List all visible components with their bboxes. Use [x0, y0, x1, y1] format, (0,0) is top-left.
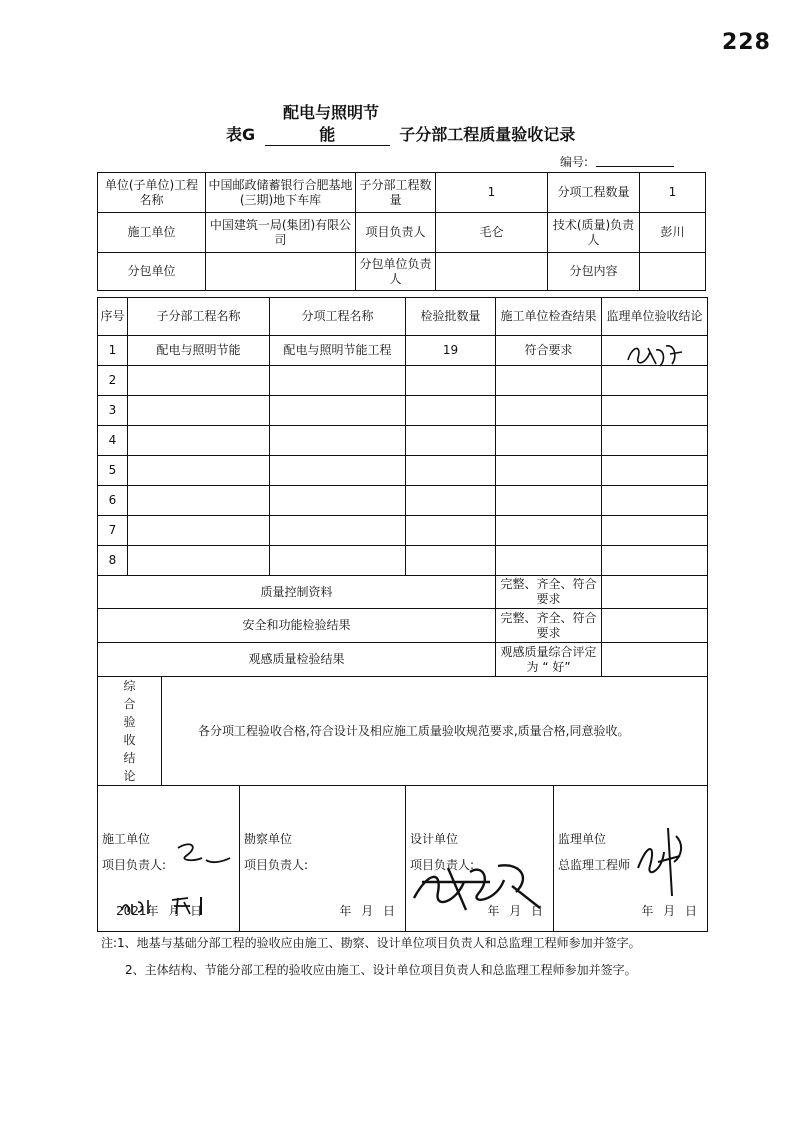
title-suffix: 子分部工程质量验收记录: [399, 125, 576, 144]
conclusion-label: [98, 677, 162, 786]
row-conclusion: [602, 456, 708, 486]
row-subdivision: [128, 396, 270, 426]
row-batch-count: [406, 546, 496, 576]
item-count-value: 1: [640, 173, 706, 213]
row-seq: 1: [98, 336, 128, 366]
table-row: [98, 546, 708, 576]
survey-person-label: 项目负责人:: [244, 858, 309, 872]
row-seq: 3: [98, 396, 128, 426]
row-batch-count: [406, 486, 496, 516]
title-line-2: [226, 122, 575, 146]
col-seq: 序号: [98, 298, 128, 336]
row-subdivision: [128, 456, 270, 486]
survey-signature-cell: [240, 786, 406, 932]
design-manager-signature: [408, 852, 556, 918]
row-result: [496, 486, 602, 516]
col-supervisor-conclusion: 监理单位验收结论: [602, 298, 708, 336]
table-row: [98, 396, 708, 426]
construction-day-handwriting: [196, 894, 206, 918]
table-header-row: [98, 298, 708, 336]
row-conclusion: [602, 426, 708, 456]
conclusion-row: [98, 677, 708, 786]
row-batch-count: [406, 426, 496, 456]
row-batch-count: 19: [406, 336, 496, 366]
conclusion-label-char: 论: [123, 769, 136, 783]
row-conclusion: [602, 486, 708, 516]
project-manager-value: 毛仑: [436, 213, 548, 253]
table-row: [98, 336, 708, 366]
construction-date-handwriting: [118, 892, 158, 918]
constructor-label: 施工单位: [98, 213, 206, 253]
row-conclusion: [602, 516, 708, 546]
row-batch-count: [406, 366, 496, 396]
project-manager-label: 项目负责人: [356, 213, 436, 253]
quality-docs-label: 质量控制资料: [98, 576, 496, 609]
sub-content-value: [640, 253, 706, 291]
safety-blank: [602, 609, 708, 643]
table-row: [98, 426, 708, 456]
row-batch-count: [406, 516, 496, 546]
design-unit-label: 设计单位: [410, 832, 459, 846]
row-subdivision: 配电与照明节能: [128, 336, 270, 366]
page-number: 228: [722, 30, 771, 55]
sub-count-value: 1: [436, 173, 548, 213]
col-constructor-result: 施工单位检查结果: [496, 298, 602, 336]
tech-manager-value: 彭川: [640, 213, 706, 253]
construction-month-handwriting: [168, 892, 196, 918]
info-row-subcontractor: [98, 253, 706, 291]
row-subdivision: [128, 546, 270, 576]
safety-value: 完整、齐全、符合要求: [496, 609, 602, 643]
unit-name-value: 中国邮政储蓄银行合肥基地(三期)地下车库: [206, 173, 356, 213]
conclusion-label-char: 结: [123, 751, 136, 765]
col-batch-count: 检验批数量: [406, 298, 496, 336]
row-result: [496, 426, 602, 456]
note-1: 注:1、地基与基础分部工程的验收应由施工、勘察、设计单位项目负责人和总监理工程师参加并签字。: [101, 936, 641, 950]
row-seq: 7: [98, 516, 128, 546]
row-result: [496, 456, 602, 486]
title-blank-value: 能: [265, 122, 390, 146]
title-prefix: 表G: [226, 125, 256, 144]
quality-docs-blank: [602, 576, 708, 609]
row-seq: 5: [98, 456, 128, 486]
table-row: [98, 516, 708, 546]
row-item: [270, 366, 406, 396]
row-subdivision: [128, 426, 270, 456]
row-subdivision: [128, 366, 270, 396]
row-seq: 8: [98, 546, 128, 576]
row-seq: 4: [98, 426, 128, 456]
chief-supervisor-signature: [628, 822, 688, 902]
table-row: [98, 366, 708, 396]
row-seq: 6: [98, 486, 128, 516]
col-subdivision: 子分部工程名称: [128, 298, 270, 336]
row-item: 配电与照明节能工程: [270, 336, 406, 366]
design-date: 年 月 日: [487, 904, 544, 918]
conclusion-label-char: 收: [123, 733, 136, 747]
supervision-unit-label: 监理单位: [558, 832, 607, 846]
survey-date: 年 月 日: [339, 904, 396, 918]
sub-count-label: 子分部工程数量: [356, 173, 436, 213]
row-item: [270, 516, 406, 546]
design-person-label: 项目负责人:: [410, 858, 475, 872]
row-result: 符合要求: [496, 336, 602, 366]
construction-person-label: 项目负责人:: [102, 858, 167, 872]
row-result: [496, 366, 602, 396]
quality-docs-value: 完整、齐全、符合要求: [496, 576, 602, 609]
conclusion-text: 各分项工程验收合格,符合设计及相应施工质量验收规范要求,质量合格,同意验收。: [162, 677, 708, 786]
row-batch-count: [406, 456, 496, 486]
row-batch-count: [406, 396, 496, 426]
row-result: [496, 516, 602, 546]
sub-content-label: 分包内容: [548, 253, 640, 291]
note-2: 2、主体结构、节能分部工程的验收应由施工、设计单位项目负责人和总监理工程师参加并签字。: [125, 963, 637, 977]
table-row: [98, 486, 708, 516]
conclusion-label-char: 合: [123, 697, 136, 711]
constructor-value: 中国建筑一局(集团)有限公司: [206, 213, 356, 253]
table-row: [98, 456, 708, 486]
item-count-label: 分项工程数量: [548, 173, 640, 213]
summary-row-appearance: [98, 643, 708, 677]
survey-unit-label: 勘察单位: [244, 832, 293, 846]
col-item: 分项工程名称: [270, 298, 406, 336]
tech-manager-label: 技术(质量)负责人: [548, 213, 640, 253]
supervisor-row1-signature: [620, 338, 690, 372]
row-subdivision: [128, 486, 270, 516]
project-info-table: [97, 172, 706, 291]
row-item: [270, 426, 406, 456]
summary-row-safety: [98, 609, 708, 643]
row-conclusion: [602, 396, 708, 426]
subcontractor-label: 分包单位: [98, 253, 206, 291]
row-result: [496, 546, 602, 576]
row-subdivision: [128, 516, 270, 546]
sub-manager-value: [436, 253, 548, 291]
sub-manager-label: 分包单位负责人: [356, 253, 436, 291]
unit-name-label: 单位(子单位)工程名称: [98, 173, 206, 213]
row-item: [270, 396, 406, 426]
supervision-date: 年 月 日: [641, 904, 698, 918]
appearance-value: 观感质量综合评定为 “ 好”: [496, 643, 602, 677]
conclusion-label-char: 验: [123, 715, 136, 729]
appearance-blank: [602, 643, 708, 677]
row-conclusion: [602, 546, 708, 576]
row-seq: 2: [98, 366, 128, 396]
row-result: [496, 396, 602, 426]
summary-row-quality-docs: [98, 576, 708, 609]
info-row-constructor: [98, 213, 706, 253]
supervision-person-label: 总监理工程师: [558, 858, 631, 872]
info-row-unit: [98, 173, 706, 213]
serial-label: 编号:: [560, 155, 589, 169]
row-item: [270, 486, 406, 516]
acceptance-table: [97, 297, 708, 932]
construction-unit-label: 施工单位: [102, 832, 151, 846]
subcontractor-value: [206, 253, 356, 291]
appearance-label: 观感质量检验结果: [98, 643, 496, 677]
construction-date: 2021年 月 日: [116, 904, 203, 918]
construction-manager-signature: [172, 838, 242, 872]
title-line-1: 配电与照明节: [283, 103, 380, 122]
conclusion-label-char: 综: [123, 679, 136, 693]
row-item: [270, 546, 406, 576]
row-item: [270, 456, 406, 486]
serial-blank: [596, 166, 674, 167]
safety-label: 安全和功能检验结果: [98, 609, 496, 643]
